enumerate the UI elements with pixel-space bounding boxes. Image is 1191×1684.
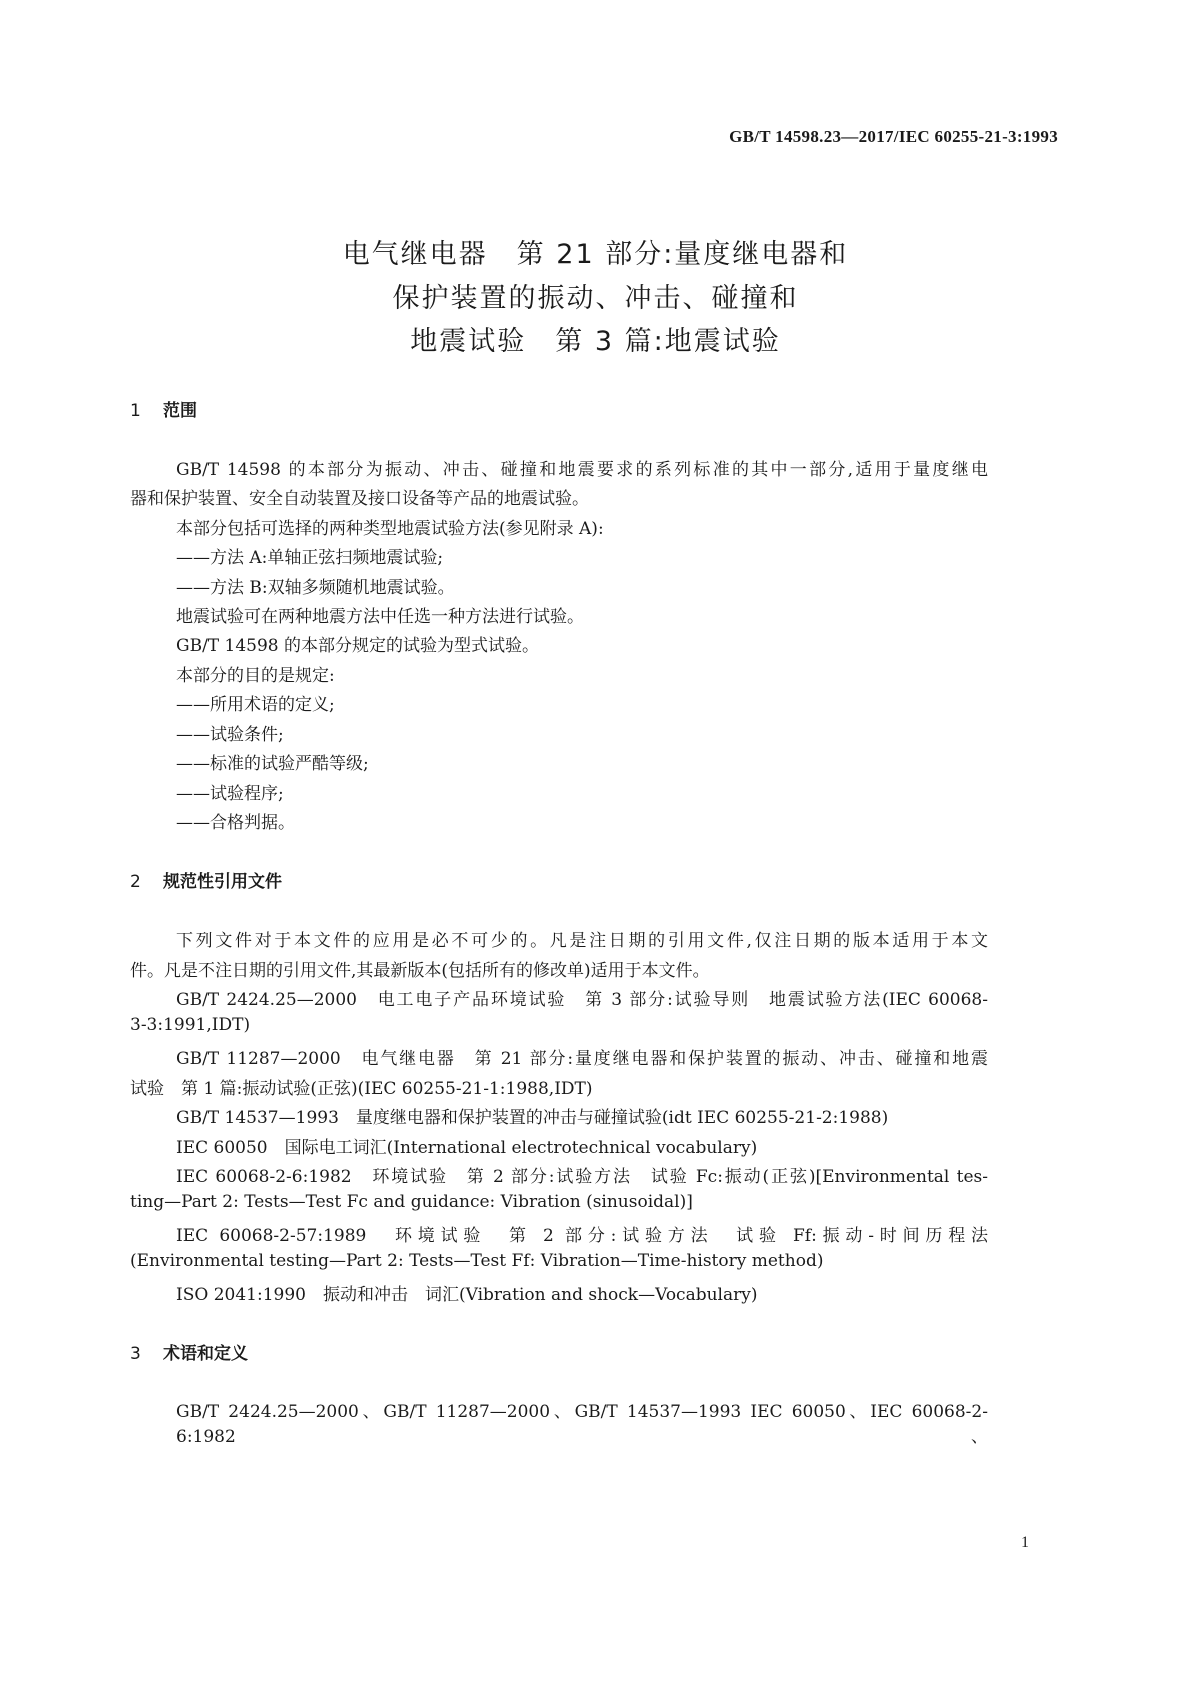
section-title: 范围 [163, 401, 197, 421]
document-title-line-1: 电气继电器 第 21 部分:量度继电器和 [342, 239, 849, 270]
paragraph-line: 本部分的目的是规定: [176, 666, 335, 686]
section-title: 术语和定义 [163, 1344, 248, 1364]
paragraph-line: 器和保护装置、安全自动装置及接口设备等产品的地震试验。 [130, 489, 589, 509]
section-number: 3 [130, 1344, 141, 1364]
list-item: ——合格判据。 [176, 813, 295, 833]
reference-entry: IEC 60068-2-6:1982 环境试验 第 2 部分:试验方法 试验 Fc:振动(正弦)[Environmental tes- [176, 1167, 988, 1187]
paragraph-line: 地震试验可在两种地震方法中任选一种方法进行试验。 [176, 607, 584, 627]
reference-entry: IEC 60050 国际电工词汇(International electrotechnical vocabulary) [176, 1138, 758, 1158]
paragraph-line: 件。凡是不注日期的引用文件,其最新版本(包括所有的修改单)适用于本文件。 [130, 961, 710, 981]
reference-entry: GB/T 2424.25—2000 电工电子产品环境试验 第 3 部分:试验导则 地震试验方法(IEC 60068- [176, 990, 988, 1010]
paragraph-line: GB/T 14598 的本部分规定的试验为型式试验。 [176, 636, 540, 656]
page-number: 1 [1021, 1534, 1029, 1551]
list-item: ——试验程序; [176, 784, 284, 804]
standard-code-header: GB/T 14598.23—2017/IEC 60255-21-3:1993 [729, 127, 1058, 146]
document-title-line-3: 地震试验 第 3 篇:地震试验 [410, 326, 781, 357]
section-heading-terms-and-definitions [130, 1339, 248, 1364]
list-item: ——方法 B:双轴多频随机地震试验。 [176, 578, 455, 598]
section-number: 2 [130, 872, 141, 892]
section-heading-scope [130, 396, 197, 421]
reference-entry-continued: ting—Part 2: Tests—Test Fc and guidance: Vibration (sinusoidal)] [130, 1192, 693, 1212]
reference-entry: GB/T 11287—2000 电气继电器 第 21 部分:量度继电器和保护装置的振动、冲击、碰撞和地震 [176, 1049, 988, 1069]
reference-entry: GB/T 14537—1993 量度继电器和保护装置的冲击与碰撞试验(idt IEC 60255-21-2:1988) [176, 1108, 889, 1128]
section-title: 规范性引用文件 [163, 872, 282, 892]
reference-entry-continued: 试验 第 1 篇:振动试验(正弦)(IEC 60255-21-1:1988,IDT) [130, 1079, 593, 1099]
paragraph-line: 本部分包括可选择的两种类型地震试验方法(参见附录 A): [176, 519, 604, 539]
reference-entry: IEC 60068-2-57:1989 环境试验 第 2 部分:试验方法 试验 Ff:振动-时间历程法 [176, 1226, 988, 1246]
paragraph-line: GB/T 14598 的本部分为振动、冲击、碰撞和地震要求的系列标准的其中一部分,适用于量度继电 [176, 460, 988, 480]
paragraph-line: GB/T 2424.25—2000、GB/T 11287—2000、GB/T 14537—1993 IEC 60050、IEC 60068-2-6:1982、 [176, 1402, 988, 1447]
section-heading-normative-references [130, 867, 282, 892]
document-title-line-2: 保护装置的振动、冲击、碰撞和 [392, 283, 799, 314]
reference-entry-continued: (Environmental testing—Part 2: Tests—Test Ff: Vibration—Time-history method) [130, 1251, 824, 1271]
reference-entry-continued: 3-3:1991,IDT) [130, 1015, 251, 1035]
list-item: ——试验条件; [176, 725, 284, 745]
reference-entry: ISO 2041:1990 振动和冲击 词汇(Vibration and shock—Vocabulary) [176, 1285, 758, 1305]
list-item: ——标准的试验严酷等级; [176, 754, 369, 774]
list-item: ——所用术语的定义; [176, 695, 335, 715]
section-number: 1 [130, 401, 141, 421]
list-item: ——方法 A:单轴正弦扫频地震试验; [176, 548, 444, 568]
paragraph-line: 下列文件对于本文件的应用是必不可少的。凡是注日期的引用文件,仅注日期的版本适用于本文 [176, 931, 988, 951]
